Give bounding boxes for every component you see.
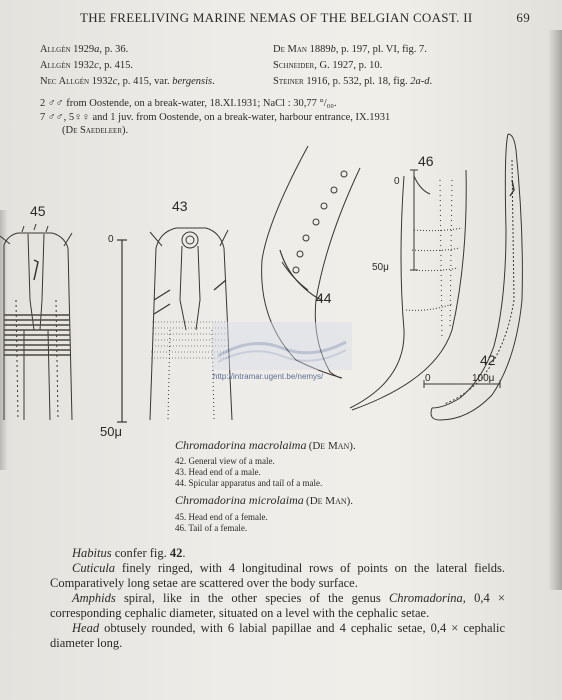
caption-item-45: 45. Head end of a female. (175, 512, 268, 522)
caption-item-42: 42. General view of a male. (175, 456, 275, 466)
scale-46-zero: 0 (394, 176, 400, 187)
specimen-line-2: 7 ♂♂, 5♀♀ and 1 juv. from Oostende, on a break-water, harbour entrance, IX.1931 (40, 112, 391, 123)
reference-right-3: Steiner 1916, p. 532, pl. 18, fig. 2a-d. (273, 76, 433, 87)
reference-left-1: Allgén 1929a, p. 36. (40, 44, 129, 55)
fig46-label: 46 (418, 153, 434, 169)
reference-left-2: Allgén 1932c, p. 415. (40, 60, 133, 71)
paragraph-habitus: Habitus confer fig. 42. (72, 546, 186, 560)
fig45-head-drawing (0, 224, 72, 420)
scale-45-43-end: 50μ (100, 424, 122, 439)
paragraph-amphids: Amphids spiral, like in the other species of the genus Chromadorina, 0,4 × corresponding cephalic diameter, situated on a level with the cephalic setae. (50, 591, 505, 620)
paragraph-head: Head obtusely rounded, with 6 labial papillae and 4 cephalic setae, 0,4 × cephalic diameter long. (50, 621, 505, 650)
body-text (50, 546, 505, 651)
fig42-label: 42 (480, 352, 496, 368)
caption-item-44: 44. Spicular apparatus and tail of a male. (175, 478, 323, 488)
specimen-line-1: 2 ♂♂ from Oostende, on a break-water, 18.XI.1931; NaCl : 30,77 °/₀₀. (40, 98, 337, 109)
fig43-label: 43 (172, 198, 188, 214)
reference-right-1: De Man 1889b, p. 197, pl. VI, fig. 7. (273, 44, 427, 55)
page-number: 69 (516, 10, 530, 25)
scale-42-zero: 0 (425, 373, 431, 384)
watermark-logo (212, 316, 352, 374)
caption-species-2: Chromadorina microlaima (De Man). (175, 493, 354, 507)
watermark-url: http://intramar.ugent.be/nemys/ (213, 372, 324, 381)
scale-42-end: 100μ (472, 373, 495, 384)
fig45-label: 45 (30, 203, 46, 219)
caption-item-46: 46. Tail of a female. (175, 523, 248, 533)
specimen-line-3: (De Saedeleer). (62, 125, 129, 136)
scale-45-43-zero: 0 (108, 234, 114, 245)
scale-bar-45-43 (117, 240, 127, 422)
fig45-striations (4, 315, 70, 355)
scale-46-end: 50μ (372, 262, 389, 273)
caption-species-1: Chromadorina macrolaima (De Man). (175, 438, 356, 452)
fig44-label: 44 (316, 290, 332, 306)
running-head-title: THE FREELIVING MARINE NEMAS OF THE BELGIAN COAST. II (80, 10, 473, 25)
reference-right-2: Schneider, G. 1927, p. 10. (273, 60, 383, 71)
paragraph-cuticula: Cuticula finely ringed, with 4 longitudinal rows of points on the lateral fields. Comparatively long setae are scattered over the body surface. (50, 561, 505, 590)
reference-left-3: Nec Allgén 1932c, p. 415, var. bergensis. (40, 76, 215, 87)
fig46-tail-drawing (350, 170, 466, 410)
caption-item-43: 43. Head end of a male. (175, 467, 261, 477)
